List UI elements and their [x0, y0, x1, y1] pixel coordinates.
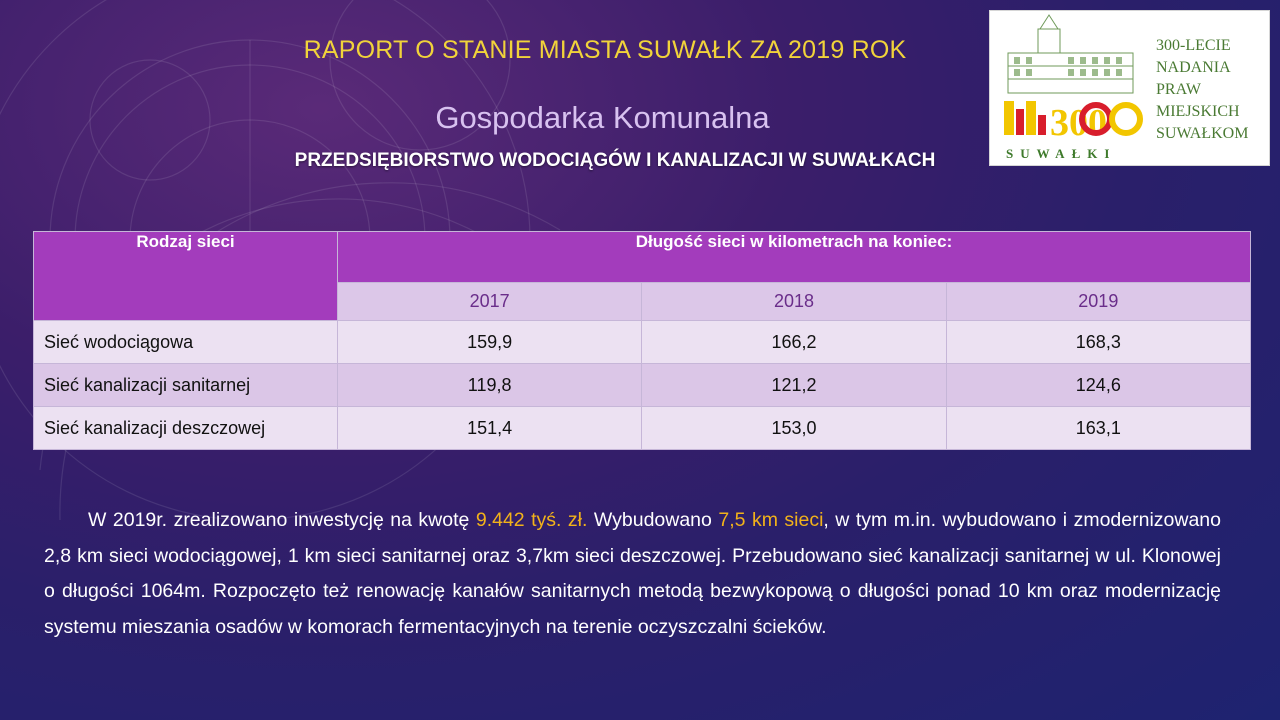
table-row — [34, 364, 1251, 407]
logo-town-name: SUWAŁKI — [1006, 146, 1117, 161]
paragraph-text: , w tym m.in. wybudowano i zmodernizowano 2,8 km sieci wodociągowej, 1 km sieci sanitarnej oraz 3,7km sieci deszczowej. Przebudowano sieć kanalizacji sanitarnej w ul. Klonowej o długości 1064m. Rozpoczęto też renowację kanałów sanitarnych metodą bezwykopową o długości ponad 10 km oraz modernizację systemu mieszania osadów w komorach fermentacyjnych na terenie oczyszczalni ścieków. — [44, 509, 1221, 638]
year-header-2018: 2018 — [642, 283, 946, 321]
cell-value: 121,2 — [642, 364, 946, 407]
logo-caption: 300-LECIE NADANIA PRAW MIEJSKICH SUWAŁKOM — [1156, 37, 1249, 142]
report-title: RAPORT O STANIE MIASTA SUWAŁK ZA 2019 ROK — [303, 36, 907, 64]
table-row — [34, 321, 1251, 364]
investment-amount: 9.442 tyś. zł. — [475, 509, 588, 531]
col-header-length: Długość sieci w kilometrach na koniec: — [338, 232, 1251, 283]
year-header-2019: 2019 — [946, 283, 1250, 321]
cell-value: 151,4 — [338, 407, 642, 450]
anniversary-logo — [989, 10, 1270, 166]
network-length-table — [33, 231, 1251, 450]
row-label: Sieć wodociągowa — [34, 321, 338, 364]
year-header-2017: 2017 — [338, 283, 642, 321]
cell-value: 119,8 — [338, 364, 642, 407]
company-heading: PRZEDSIĘBIORSTWO WODOCIĄGÓW I KANALIZACJI W SUWAŁKACH — [294, 150, 936, 171]
network-built-length: 7,5 km sieci — [718, 509, 824, 531]
investment-paragraph — [44, 503, 1221, 645]
cell-value: 124,6 — [946, 364, 1250, 407]
table-row — [34, 407, 1251, 450]
cell-value: 153,0 — [642, 407, 946, 450]
row-label: Sieć kanalizacji sanitarnej — [34, 364, 338, 407]
row-label: Sieć kanalizacji deszczowej — [34, 407, 338, 450]
section-subtitle: Gospodarka Komunalna — [435, 100, 770, 135]
col-header-network-type: Rodzaj sieci — [34, 232, 338, 321]
paragraph-text: W 2019r. zrealizowano inwestycję na kwotę — [88, 509, 476, 531]
cell-value: 163,1 — [946, 407, 1250, 450]
emblem-number: 300 — [1050, 102, 1107, 144]
paragraph-text: Wybudowano — [587, 509, 719, 531]
cell-value: 166,2 — [642, 321, 946, 364]
cell-value: 159,9 — [338, 321, 642, 364]
cell-value: 168,3 — [946, 321, 1250, 364]
town-hall-emblem-icon — [998, 11, 1158, 161]
